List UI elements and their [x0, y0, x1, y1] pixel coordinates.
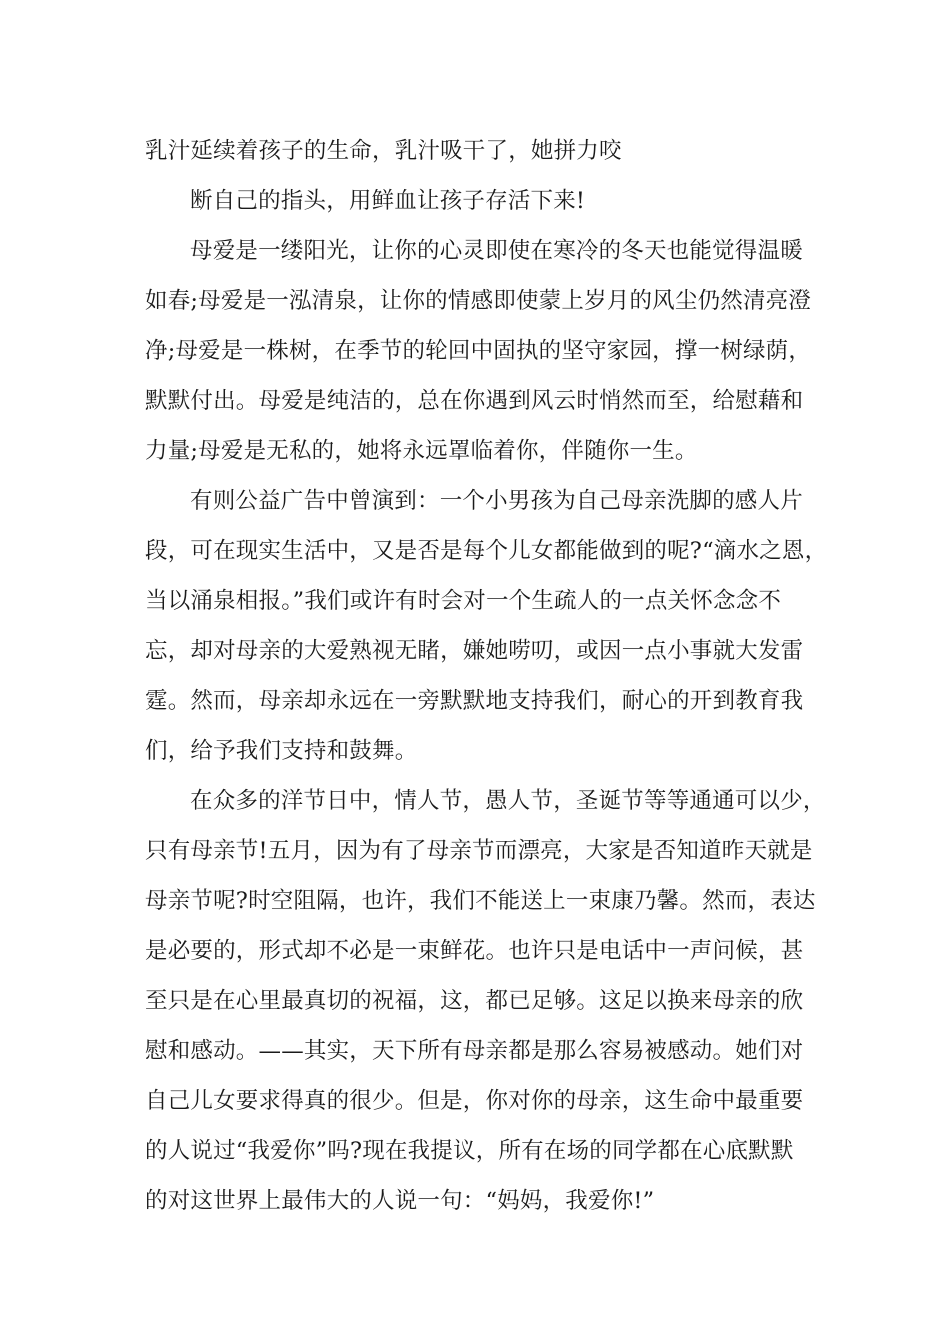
text-line: 净;母爱是一株树，在季节的轮回中固执的坚守家园，撑一树绿荫， [145, 338, 812, 364]
text-line: 是必要的，形式却不必是一束鲜花。也许只是电话中一声问候，甚 [145, 938, 804, 964]
text-line: 默默付出。母爱是纯洁的，总在你遇到风云时悄然而至，给慰藉和 [145, 388, 804, 414]
text-line: 的对这世界上最伟大的人说一句：“妈妈，我爱你!” [145, 1188, 655, 1214]
text-line: 忘，却对母亲的大爱熟视无睹，嫌她唠叨，或因一点小事就大发雷 [145, 638, 804, 664]
text-line: 当以涌泉相报。”我们或许有时会对一个生疏人的一点关怀念念不 [145, 588, 782, 614]
text-line: 自己儿女要求得真的很少。但是，你对你的母亲，这生命中最重要 [145, 1088, 804, 1114]
text-line: 只有母亲节!五月，因为有了母亲节而漂亮，大家是否知道昨天就是 [145, 838, 813, 864]
text-line: 们，给予我们支持和鼓舞。 [145, 738, 418, 764]
text-line: 乳汁延续着孩子的生命，乳汁吸干了，她拼力咬 [145, 138, 622, 164]
text-line: 如春;母爱是一泓清泉，让你的情感即使蒙上岁月的风尘仍然清亮澄 [145, 288, 812, 314]
text-line: 母亲节呢?时空阻隔，也许，我们不能送上一束康乃馨。然而，表达 [145, 888, 816, 914]
text-line: 段，可在现实生活中，又是否是每个儿女都能做到的呢?“滴水之恩， [145, 538, 828, 564]
text-line: 霆。然而，母亲却永远在一旁默默地支持我们，耐心的开到教育我 [145, 688, 804, 714]
paragraph-start-line: 母爱是一缕阳光，让你的心灵即使在寒冷的冬天也能觉得温暖 [190, 238, 803, 264]
paragraph-start-line: 在众多的洋节日中，情人节，愚人节，圣诞节等等通通可以少， [190, 788, 826, 814]
text-line: 至只是在心里最真切的祝福，这，都已足够。这足以换来母亲的欣 [145, 988, 804, 1014]
text-line: 断自己的指头，用鲜血让孩子存活下来! [190, 188, 586, 214]
paragraph-start-line: 有则公益广告中曾演到：一个小男孩为自己母亲洗脚的感人片 [190, 488, 803, 514]
text-line: 的人说过“我爱你”吗?现在我提议，所有在场的同学都在心底默默 [145, 1138, 794, 1164]
text-line: 慰和感动。——其实，天下所有母亲都是那么容易被感动。她们对 [145, 1038, 804, 1064]
text-line: 力量;母爱是无私的，她将永远罩临着你，伴随你一生。 [145, 438, 698, 464]
